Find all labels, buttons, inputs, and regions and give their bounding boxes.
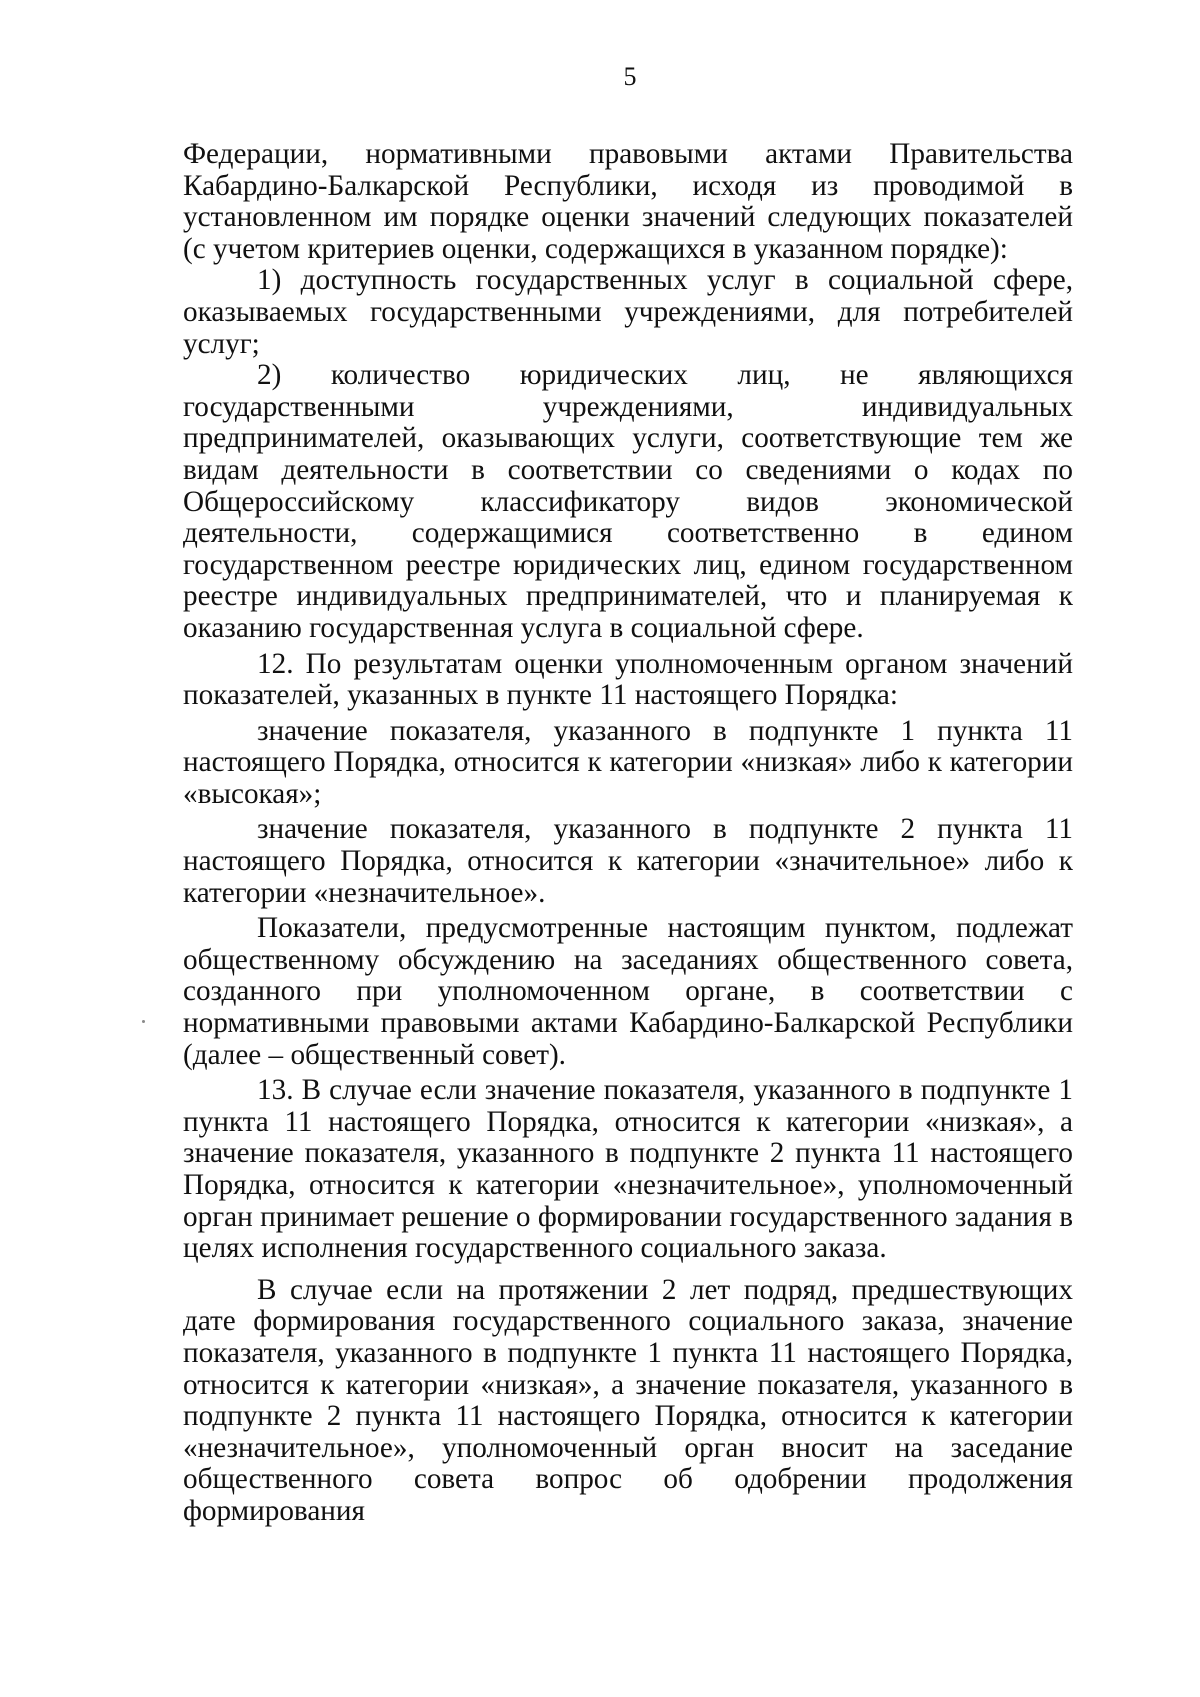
paragraph-item-2: 2) количество юридических лиц, не являющихся государственными учреждениями, индивидуальных предпринимателей, оказывающих услуги, соответствующие тем же видам деятельности в соответствии со сведениями о кодах по Общероссийскому классификатору видов экономической деятельности, содержащимися соответственно в едином государственном реестре юридических лиц, едином государственном реестре индивидуальных предпринимателей, что и планируемая к оказанию государственная услуга в социальной сфере. xyxy=(183,359,1073,644)
page-number: 5 xyxy=(623,62,637,91)
document-body xyxy=(183,139,1073,1528)
scan-speck xyxy=(142,1020,145,1023)
paragraph-clause-12: 12. По результатам оценки уполномоченным органом значений показателей, указанных в пункте 11 настоящего Порядка: xyxy=(183,647,1073,712)
paragraph-indicator-1: значение показателя, указанного в подпункте 1 пункта 11 настоящего Порядка, относится к категории «низкая» либо к категории «высокая»; xyxy=(183,714,1073,810)
paragraph-continuation: Федерации, нормативными правовыми актами Правительства Кабардино-Балкарской Республики, исходя из проводимой в установленном им порядке оценки значений следующих показателей (с учетом критериев оценки, содержащихся в указанном порядке): xyxy=(183,138,1073,265)
paragraph-clause-13: 13. В случае если значение показателя, указанного в подпункте 1 пункта 11 настоящего Порядка, относится к категории «низкая», а значение показателя, указанного в подпункте 2 пункта 11 настоящего Порядка, относится к категории «незначительное», уполномоченный орган принимает решение о формировании государственного задания в целях исполнения государственного социального заказа. xyxy=(183,1074,1073,1265)
paragraph-indicator-2: значение показателя, указанного в подпункте 2 пункта 11 настоящего Порядка, относится к категории «значительное» либо к категории «незначительное». xyxy=(183,813,1073,909)
paragraph-item-1: 1) доступность государственных услуг в социальной сфере, оказываемых государственными учреждениями, для потребителей услуг; xyxy=(183,264,1073,360)
paragraph-public-discussion: Показатели, предусмотренные настоящим пунктом, подлежат общественному обсуждению на заседаниях общественного совета, созданного при уполномоченном органе, в соответствии с нормативными правовыми актами Кабардино-Балкарской Республики (далее – общественный совет). xyxy=(183,912,1073,1071)
paragraph-two-years: В случае если на протяжении 2 лет подряд, предшествующих дате формирования государственного социального заказа, значение показателя, указанного в подпункте 1 пункта 11 настоящего Порядка, относится к категории «низкая», а значение показателя, указанного в подпункте 2 пункта 11 настоящего Порядка, относится к категории «незначительное», уполномоченный орган вносит на заседание общественного совета вопрос об одобрении продолжения формирования xyxy=(183,1273,1073,1527)
